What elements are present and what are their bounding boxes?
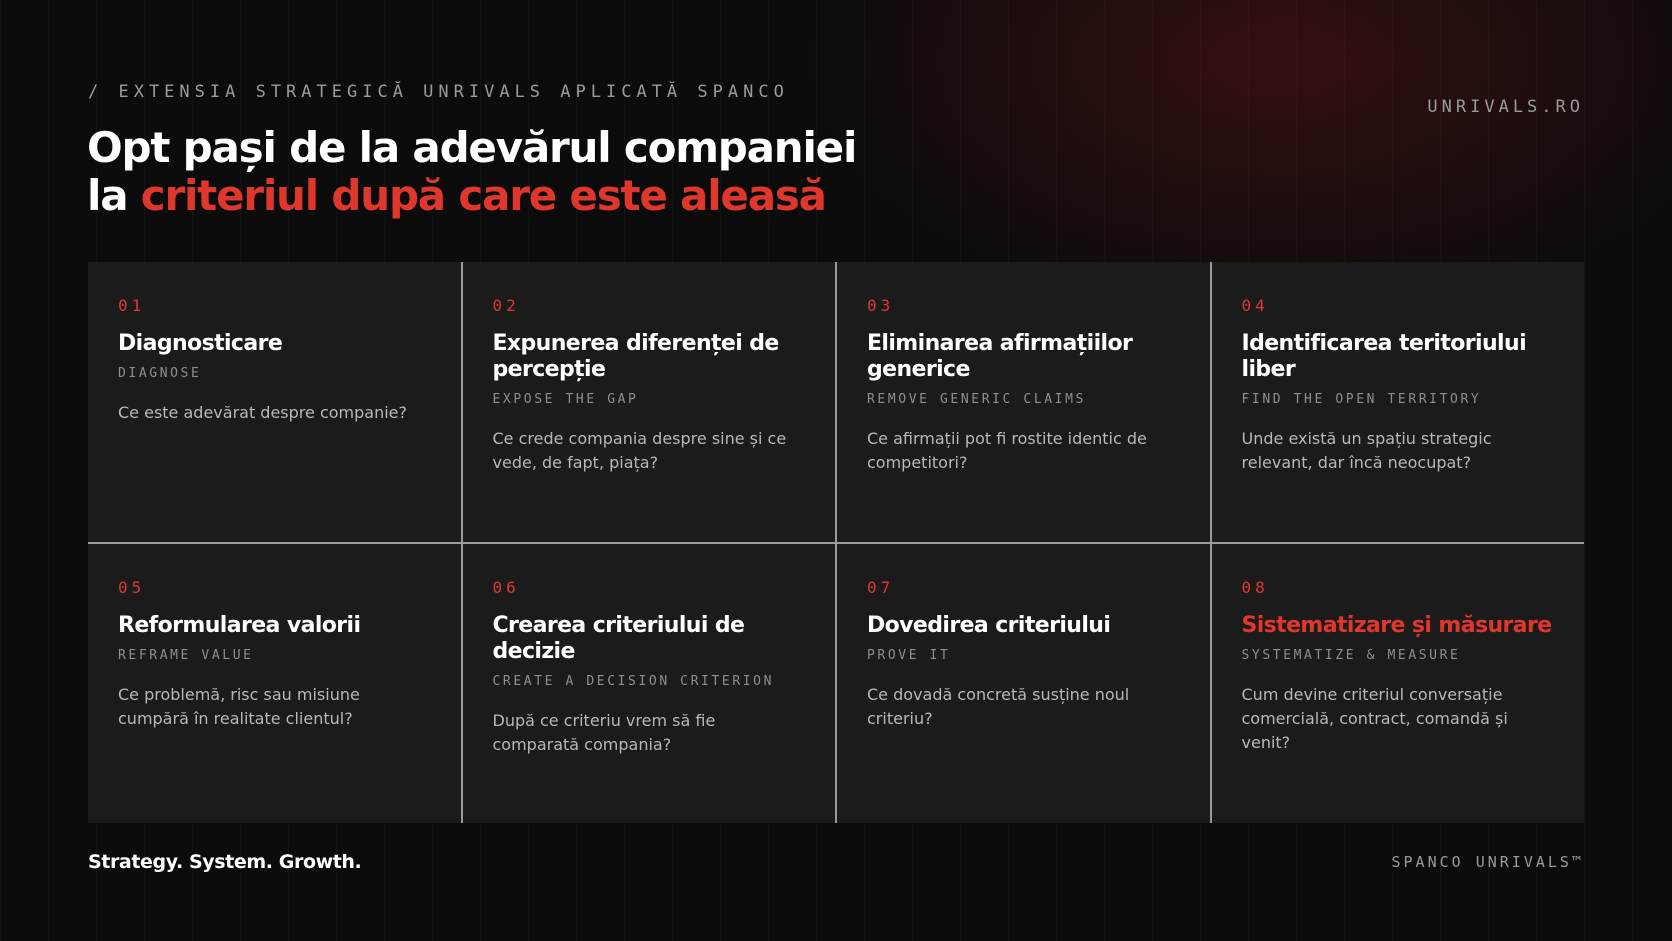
step-subtitle: CREATE A DECISION CRITERION	[492, 673, 775, 689]
step-title: Reformularea valorii	[118, 612, 361, 638]
step-number: 07	[867, 577, 895, 597]
step-subtitle: SYSTEMATIZE & MEASURE	[1241, 647, 1461, 663]
step-subtitle: PROVE IT	[867, 647, 951, 663]
step-title: Expunerea diferenței de percepție	[492, 331, 779, 382]
step-title: Diagnosticare	[118, 331, 283, 356]
step-title: Eliminarea afirmațiilor generice	[867, 331, 1133, 382]
site-url: UNRIVALS.RO	[1427, 97, 1584, 117]
step-subtitle: REMOVE GENERIC CLAIMS	[867, 392, 1086, 407]
page-title	[87, 124, 856, 220]
step-number: 04	[1241, 296, 1269, 315]
step-card-8	[1212, 544, 1585, 824]
step-number: 05	[118, 577, 146, 597]
step-subtitle: EXPOSE THE GAP	[492, 392, 639, 407]
step-title: Sistematizare și măsurare	[1241, 612, 1552, 638]
title-line-2-accent: criteriul după care este aleasă	[140, 171, 826, 220]
step-subtitle: DIAGNOSE	[118, 366, 202, 381]
title-line-1: Opt pași de la adevărul companiei	[87, 123, 857, 172]
step-card-6	[463, 544, 836, 824]
steps-grid	[88, 262, 1584, 823]
footer-tagline: Strategy. System. Growth.	[88, 851, 362, 873]
step-number: 02	[492, 296, 520, 315]
step-card-7	[837, 544, 1210, 824]
step-question: Ce dovadă concretă susține noul criteriu?	[867, 684, 1130, 728]
step-number: 01	[118, 296, 146, 315]
step-card-1	[88, 262, 461, 542]
step-number: 08	[1241, 577, 1269, 597]
step-title: Dovedirea criteriului	[867, 612, 1111, 638]
step-question: Unde există un spațiu strategic relevant, dar încă neocupat?	[1241, 429, 1492, 472]
step-subtitle: REFRAME VALUE	[118, 647, 254, 663]
step-question: Ce crede compania despre sine și ce vede, de fapt, piața?	[492, 429, 787, 472]
title-line-2-prefix: la	[87, 171, 128, 220]
step-number: 06	[492, 577, 520, 597]
step-card-3	[837, 262, 1210, 542]
step-title: Crearea criteriului de decizie	[492, 612, 745, 664]
step-question: Ce este adevărat despre companie?	[118, 403, 408, 422]
step-title: Identificarea teritoriului liber	[1241, 331, 1527, 382]
step-subtitle: FIND THE OPEN TERRITORY	[1241, 392, 1482, 407]
step-question: Cum devine criteriul conversație comercială, contract, comandă și venit?	[1241, 684, 1508, 752]
step-question: După ce criteriu vrem să fie comparată compania?	[492, 710, 716, 754]
footer-brand: SPANCO UNRIVALS™	[1391, 853, 1584, 871]
step-question: Ce afirmații pot fi rostite identic de competitori?	[867, 429, 1147, 472]
step-card-5	[88, 544, 461, 824]
step-question: Ce problemă, risc sau misiune cumpără în realitate clientul?	[118, 684, 360, 728]
step-card-4	[1212, 262, 1585, 542]
step-number: 03	[867, 296, 895, 315]
eyebrow-label: / EXTENSIA STRATEGICĂ UNRIVALS APLICATĂ SPANCO	[88, 82, 789, 102]
step-card-2	[463, 262, 836, 542]
